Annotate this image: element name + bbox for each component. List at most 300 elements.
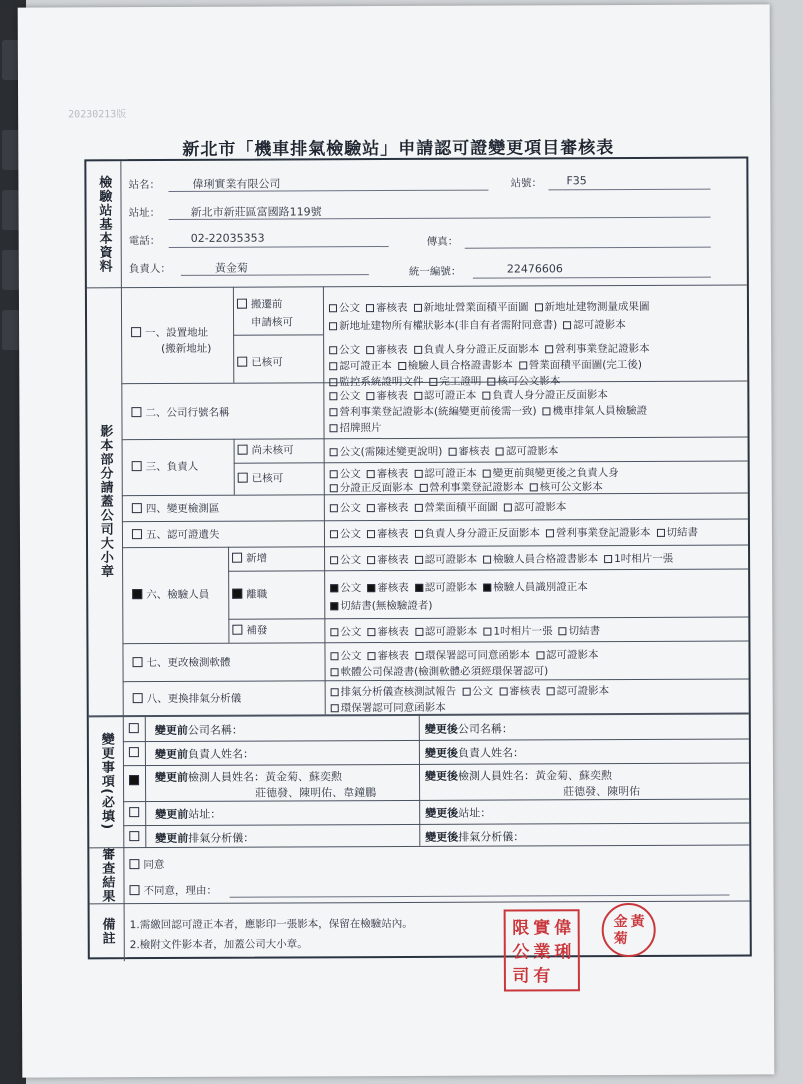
document-option[interactable] (330, 446, 443, 458)
option-checkbox[interactable] (329, 362, 337, 370)
document-option[interactable] (329, 360, 392, 372)
item3b-checkbox[interactable] (238, 473, 248, 483)
option-checkbox[interactable] (415, 627, 423, 635)
document-option[interactable] (367, 528, 409, 540)
change-owner-before (155, 746, 254, 762)
document-option[interactable] (543, 405, 648, 417)
option-label: 變更前與變更後之負責人身 (492, 467, 619, 480)
option-label: 1吋相片一張 (493, 625, 553, 638)
option-checkbox[interactable] (330, 556, 338, 564)
item6c-checkbox[interactable] (232, 625, 242, 635)
document-option[interactable] (414, 343, 540, 356)
option-label: 公文 (339, 390, 361, 403)
option-label: 分證正反面影本 (339, 481, 414, 495)
option-checkbox[interactable] (499, 687, 507, 695)
option-label: 新地址建物測量成果圖 (544, 300, 650, 314)
form-title: 新北市「機車排氣檢驗站」申請認可證變更項目審核表 (182, 138, 615, 160)
item5-docs-line1 (330, 525, 704, 542)
staff-name-field-label: 檢測人員姓名： (188, 770, 266, 784)
divider (123, 738, 749, 742)
document-option[interactable] (367, 626, 409, 638)
option-label: 負責人身分證正反面影本 (492, 389, 608, 402)
option-checkbox[interactable] (462, 687, 470, 695)
option-checkbox[interactable] (547, 687, 555, 695)
option-checkbox[interactable] (329, 346, 337, 354)
seal-char: 業 (533, 942, 551, 963)
option-checkbox[interactable] (329, 392, 337, 400)
option-label: 審核表 (376, 343, 408, 357)
item7-docs-line2 (331, 663, 555, 679)
change-staff-before (155, 768, 342, 785)
item1b-docs-line2 (329, 357, 648, 373)
option-checkbox[interactable] (415, 555, 423, 563)
option-label: 負責人身分證正反面影本 (424, 527, 540, 540)
company-name-field-label: 公司名稱： (457, 722, 513, 736)
change-company-before (155, 722, 243, 738)
option-label: 切結書 (666, 526, 698, 539)
document-option[interactable] (367, 502, 409, 514)
before-tag: 變更前 (154, 747, 188, 762)
item4-checkbox[interactable] (132, 503, 142, 513)
option-label: 排氣分析儀查核測試報告 (340, 685, 457, 699)
option-checkbox[interactable] (330, 504, 338, 512)
item1a-docs-line2 (329, 317, 632, 333)
form-paper (18, 4, 775, 1077)
option-checkbox[interactable] (448, 447, 456, 455)
changes-section-label: 變更事項(必填) (98, 732, 115, 831)
item7-label: 七、更改檢測軟體 (146, 656, 231, 670)
seal-char: 有 (533, 966, 551, 987)
option-checkbox[interactable] (366, 392, 374, 400)
owner-name-field-label: 負責人姓名： (187, 747, 254, 761)
option-checkbox[interactable] (536, 651, 544, 659)
before-tag: 變更前 (155, 831, 189, 846)
item1-checkbox[interactable] (131, 327, 141, 337)
option-label: 審核表 (376, 467, 409, 481)
option-checkbox[interactable] (330, 602, 338, 610)
document-option[interactable] (330, 554, 361, 566)
document-option[interactable] (547, 685, 610, 697)
company-name-field-label: 公司名稱： (187, 723, 243, 737)
change-analyzer-checkbox[interactable] (129, 831, 139, 841)
after-tag: 變更後 (424, 722, 458, 736)
document-option[interactable] (331, 702, 446, 715)
document-option[interactable] (530, 481, 603, 493)
option-label: 檢驗人員合格證書影本 (407, 359, 513, 372)
change-company-checkbox[interactable] (129, 723, 139, 733)
option-label: 核可公文影本 (497, 375, 561, 388)
person-seal-glyphs (604, 905, 654, 955)
option-label: 新地址建物所有權狀影本(非自有者需附同意書) (339, 319, 558, 333)
divider (228, 616, 748, 619)
option-checkbox[interactable] (330, 448, 338, 456)
after-tag: 變更後 (424, 746, 458, 760)
document-option[interactable] (329, 422, 381, 434)
item3b-docs-line2 (330, 479, 609, 495)
staff-before-1: 黃金菊、蘇奕勲 (265, 770, 343, 784)
option-checkbox[interactable] (331, 668, 339, 676)
option-label: 認可證影本 (513, 501, 567, 514)
option-checkbox[interactable] (329, 322, 337, 330)
seal-char: 琍 (554, 942, 572, 963)
document-option[interactable] (330, 626, 361, 638)
option-label: 營利事業登記證影本(統編變更前後需一致) (339, 405, 537, 419)
document-option[interactable] (330, 650, 361, 662)
option-checkbox[interactable] (604, 555, 612, 563)
option-checkbox[interactable] (366, 346, 374, 354)
option-label: 環保署認可同意函影本 (340, 701, 446, 715)
agree-checkbox[interactable] (129, 859, 139, 869)
option-label: 機車排氣人員檢驗證 (552, 404, 648, 418)
option-checkbox[interactable] (329, 378, 337, 386)
option-checkbox[interactable] (330, 584, 338, 592)
underline (465, 247, 711, 249)
option-checkbox[interactable] (415, 583, 423, 591)
seal-char: 偉 (554, 918, 572, 939)
item6-checkbox[interactable] (132, 589, 142, 599)
option-checkbox[interactable] (330, 652, 338, 660)
document-option[interactable] (366, 390, 408, 402)
analyzer-field-label: 排氣分析儀： (458, 830, 525, 844)
option-checkbox[interactable] (367, 530, 375, 538)
item1b-label: 已核可 (251, 356, 283, 369)
option-checkbox[interactable] (414, 503, 422, 511)
review-section-label: 審查結果 (99, 847, 115, 904)
document-option[interactable] (331, 686, 457, 699)
option-checkbox[interactable] (414, 529, 422, 537)
document-option[interactable] (414, 502, 498, 514)
document-option[interactable] (329, 376, 423, 388)
option-label: 監控系統證明文件 (339, 375, 424, 389)
item2-label: 二、公司行號名稱 (145, 406, 230, 420)
option-label: 認可證正本 (423, 389, 477, 402)
option-checkbox[interactable] (367, 556, 375, 564)
option-label: 認可證影本 (545, 649, 599, 662)
document-option[interactable] (415, 582, 478, 594)
option-checkbox[interactable] (366, 304, 374, 312)
option-label: 公文 (339, 528, 361, 541)
station-name-value: 偉琍實業有限公司 (192, 177, 281, 191)
option-checkbox[interactable] (546, 529, 554, 537)
option-checkbox[interactable] (414, 391, 422, 399)
station-name-label: 站名： (128, 179, 160, 192)
option-label: 審核表 (376, 527, 409, 541)
tax-id-value: 22476606 (506, 262, 563, 276)
change-address-before (155, 806, 221, 822)
option-label: 審核表 (509, 685, 541, 698)
document-option[interactable] (366, 302, 408, 314)
option-checkbox[interactable] (367, 652, 375, 660)
option-checkbox[interactable] (367, 628, 375, 636)
divider (90, 900, 750, 904)
document-option[interactable] (329, 319, 557, 332)
option-label: 核可公文影本 (539, 481, 603, 494)
document-option[interactable] (367, 468, 409, 480)
change-staff-checkbox[interactable] (129, 775, 139, 785)
item3-checkbox[interactable] (132, 461, 142, 471)
option-label: 審核表 (377, 581, 409, 595)
document-option[interactable] (330, 582, 361, 594)
document-option[interactable] (330, 600, 432, 612)
option-label: 營業面積平面圖(完工後) (528, 358, 642, 372)
document-option[interactable] (536, 649, 599, 661)
station-no-value: F35 (566, 174, 587, 188)
phone-label: 電話： (128, 235, 161, 248)
option-checkbox[interactable] (483, 555, 491, 563)
option-checkbox[interactable] (483, 469, 491, 477)
option-label: 公文 (340, 626, 362, 639)
item2-docs-line1 (329, 387, 614, 403)
document-option[interactable] (367, 582, 409, 594)
option-checkbox[interactable] (519, 361, 527, 369)
staff-name-field-label: 檢測人員姓名： (457, 769, 536, 783)
document-option[interactable] (519, 359, 642, 372)
option-label: 環保署認可同意函影本 (424, 649, 531, 662)
document-option[interactable] (563, 319, 626, 331)
item1a-checkbox[interactable] (237, 299, 247, 309)
option-checkbox[interactable] (398, 361, 406, 369)
item6b-label: 離職 (246, 588, 268, 601)
option-checkbox[interactable] (367, 584, 375, 592)
reason-line (230, 895, 730, 898)
option-label: 軟體公司保證書(檢測軟體必須經環保署認可) (340, 665, 549, 679)
document-option[interactable] (367, 554, 409, 566)
divider (122, 436, 748, 440)
option-checkbox[interactable] (329, 304, 337, 312)
divider (123, 798, 749, 802)
document-option[interactable] (329, 405, 536, 418)
item8-checkbox[interactable] (133, 693, 143, 703)
document-option[interactable] (483, 553, 598, 566)
phone-value: 02-22035353 (190, 231, 265, 245)
option-checkbox[interactable] (559, 627, 567, 635)
option-checkbox[interactable] (367, 470, 375, 478)
address-label: 站址： (128, 207, 161, 220)
item1a-docs-line1 (329, 299, 656, 315)
before-tag: 變更前 (155, 770, 189, 785)
divider (123, 822, 749, 826)
option-checkbox[interactable] (483, 627, 491, 635)
option-label: 認可證影本 (424, 581, 478, 594)
divider (228, 547, 229, 643)
item2-docs-line3 (329, 420, 387, 435)
document-option[interactable] (429, 376, 481, 388)
divider (234, 439, 235, 495)
option-checkbox[interactable] (331, 704, 339, 712)
option-checkbox[interactable] (545, 345, 553, 353)
underline (168, 190, 488, 192)
document-option[interactable] (414, 527, 540, 540)
option-label: 審核表 (377, 649, 410, 663)
document-option[interactable] (414, 390, 477, 402)
agree-label: 同意 (143, 859, 165, 872)
item1b-checkbox[interactable] (237, 357, 247, 367)
item6a-checkbox[interactable] (232, 553, 242, 563)
document-option[interactable] (330, 528, 361, 540)
owner-label: 負責人： (128, 262, 171, 276)
document-option[interactable] (419, 481, 524, 493)
option-label: 檢驗人員合格證書影本 (493, 553, 599, 566)
divider (123, 762, 749, 766)
option-checkbox[interactable] (530, 483, 538, 491)
document-option[interactable] (604, 553, 673, 565)
option-label: 審核表 (458, 445, 490, 458)
document-option[interactable] (448, 446, 490, 458)
item6-label: 六、檢驗人員 (146, 588, 210, 602)
document-option[interactable] (329, 390, 360, 402)
change-owner-after (425, 744, 524, 760)
item5-checkbox[interactable] (132, 529, 142, 539)
document-option[interactable] (656, 527, 698, 539)
option-checkbox[interactable] (414, 345, 422, 353)
option-label: 切結書 (568, 625, 601, 638)
staff-before-2: 莊德發、陳明佑、韋鐘鵬 (255, 786, 377, 800)
document-option[interactable] (414, 468, 477, 480)
option-label: 營業面積平面圖 (424, 501, 498, 514)
document-option[interactable] (398, 359, 513, 372)
divider (122, 640, 748, 644)
document-option[interactable] (415, 626, 478, 638)
document-option[interactable] (330, 502, 361, 514)
option-checkbox[interactable] (482, 391, 490, 399)
document-option[interactable] (366, 344, 408, 356)
option-checkbox[interactable] (414, 469, 422, 477)
option-label: 公文 (340, 582, 362, 595)
option-checkbox[interactable] (496, 447, 504, 455)
document-option[interactable] (483, 581, 588, 593)
disagree-checkbox[interactable] (129, 885, 139, 895)
document-option[interactable] (367, 650, 409, 662)
divider (234, 460, 748, 463)
option-checkbox[interactable] (419, 483, 427, 491)
underline (548, 189, 710, 191)
item6c-label: 補發 (246, 624, 268, 637)
option-checkbox[interactable] (329, 408, 337, 416)
document-option[interactable] (330, 482, 414, 494)
option-checkbox[interactable] (534, 303, 542, 311)
review-form (84, 156, 751, 987)
item6b-docs-line1 (330, 579, 594, 595)
item6b-checkbox[interactable] (232, 589, 242, 599)
document-option[interactable] (462, 686, 493, 698)
fax-label: 傳真： (426, 235, 459, 248)
before-tag: 變更前 (155, 807, 189, 822)
doc-version: 20230213版 (68, 109, 127, 121)
item1b-docs-line1 (329, 341, 656, 357)
document-option[interactable] (483, 467, 619, 480)
option-checkbox[interactable] (330, 530, 338, 538)
note-2: 2.檢附文件影本者，加蓋公司大小章。 (129, 938, 308, 952)
option-label: 公文 (339, 344, 361, 357)
item1-label: 一、設置地址 (145, 326, 209, 340)
option-checkbox[interactable] (330, 484, 338, 492)
option-label: 負責人身分證正反面影本 (423, 343, 540, 356)
document-option[interactable] (499, 685, 541, 697)
owner-name-field-label: 負責人姓名： (457, 746, 524, 760)
option-checkbox[interactable] (504, 503, 512, 511)
document-option[interactable] (483, 625, 552, 637)
seal-char: 司 (512, 966, 530, 987)
item7-checkbox[interactable] (133, 657, 143, 667)
item3a-docs-line1 (330, 443, 565, 459)
underline (169, 246, 389, 248)
document-option[interactable] (534, 301, 649, 314)
option-checkbox[interactable] (330, 470, 338, 478)
document-option[interactable] (559, 625, 601, 637)
document-option[interactable] (330, 468, 361, 480)
document-option[interactable] (546, 527, 651, 539)
item6b-docs-line2 (330, 598, 438, 613)
seal-char: 黃 (630, 913, 645, 930)
item6a-docs-line1 (330, 551, 679, 568)
option-checkbox[interactable] (367, 504, 375, 512)
option-checkbox[interactable] (329, 424, 337, 432)
option-checkbox[interactable] (543, 407, 551, 415)
option-checkbox[interactable] (563, 321, 571, 329)
option-checkbox[interactable] (415, 651, 423, 659)
option-label: 審核表 (376, 389, 408, 403)
seal-char: 金 (613, 913, 628, 931)
document-option[interactable] (413, 301, 528, 314)
option-checkbox[interactable] (656, 528, 664, 536)
option-label: 審核表 (377, 625, 409, 639)
seal-char: 菊 (613, 930, 628, 948)
document-option[interactable] (331, 665, 549, 678)
option-checkbox[interactable] (483, 583, 491, 591)
option-label: 認可證影本 (556, 685, 610, 698)
document-option[interactable] (487, 375, 560, 387)
option-checkbox[interactable] (413, 303, 421, 311)
divider (323, 286, 326, 714)
item8-docs-line2 (331, 700, 452, 716)
document-option[interactable] (545, 343, 650, 355)
document-option[interactable] (482, 389, 608, 402)
item2-checkbox[interactable] (131, 407, 141, 417)
option-label: 認可證影本 (424, 553, 478, 566)
after-tag: 變更後 (424, 769, 459, 783)
option-label: 切結書(無檢驗證者) (340, 599, 433, 613)
option-label: 審核表 (375, 301, 408, 315)
option-label: 檢驗人員識別證正本 (493, 581, 588, 594)
option-label: 認可證正本 (339, 360, 392, 373)
document-option[interactable] (329, 302, 360, 314)
underline (181, 274, 369, 276)
option-label: 營利事業登記證影本 (555, 526, 651, 540)
option-label: 公文 (339, 502, 361, 515)
item6a-label: 新增 (246, 552, 268, 565)
document-option[interactable] (329, 344, 360, 356)
item8-label: 八、更換排氣分析儀 (146, 692, 242, 706)
document-option[interactable] (415, 649, 530, 662)
document-option[interactable] (415, 554, 478, 566)
option-label: 新地址營業面積平面圖 (423, 301, 529, 314)
document-option[interactable] (496, 445, 559, 457)
option-checkbox[interactable] (331, 688, 339, 696)
change-owner-checkbox[interactable] (129, 747, 139, 757)
option-checkbox[interactable] (487, 377, 495, 385)
divider (122, 518, 748, 522)
document-option[interactable] (504, 501, 567, 513)
option-checkbox[interactable] (330, 628, 338, 636)
option-label: 公文 (340, 554, 362, 567)
option-label: 認可證影本 (505, 445, 559, 458)
item6c-docs-line1 (330, 623, 606, 639)
change-address-checkbox[interactable] (129, 807, 139, 817)
item3a-checkbox[interactable] (238, 445, 248, 455)
change-company-after (425, 720, 513, 736)
item4-docs-line1 (330, 499, 573, 515)
option-checkbox[interactable] (429, 377, 437, 385)
